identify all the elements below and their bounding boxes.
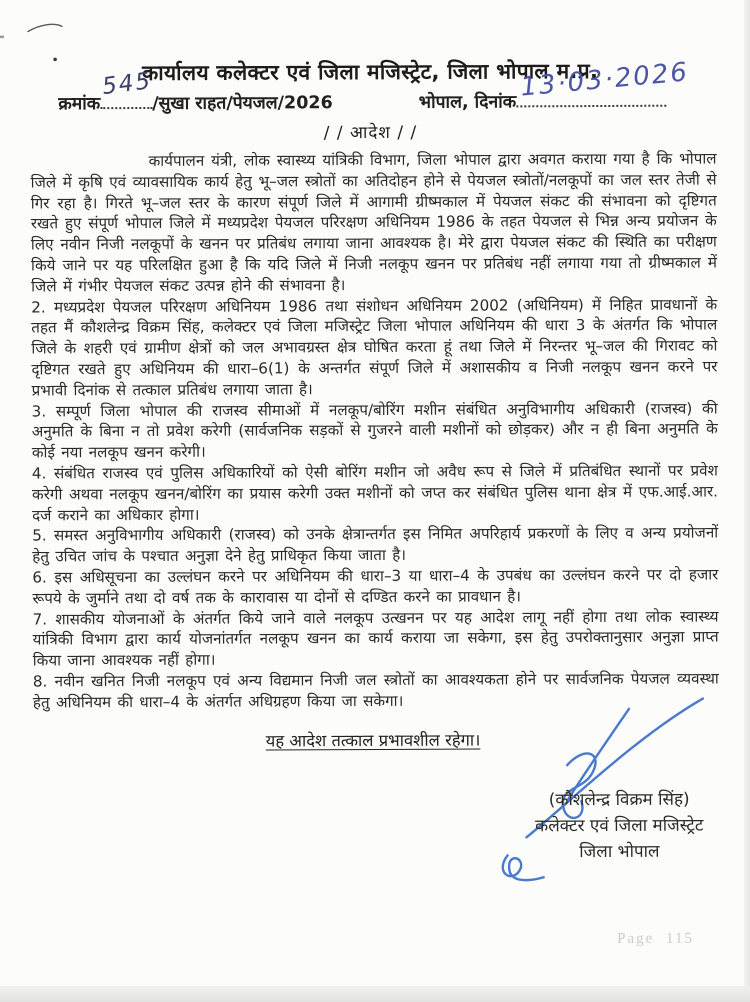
effective-immediately-line: यह आदेश तत्काल प्रभावशील रहेगा। [265,730,481,750]
pen-stroke-mark [0,1,118,82]
order-paragraph-7: 7. शासकीय योजनाओं के अंतर्गत किये जाने वाले नलकूप उत्खनन पर यह आदेश लागू नहीं होगा तथा लोक स्वास्थ्य यांत्रिकी विभाग द्वारा कार्य योजनांतर्गत नलकूप खनन का कार्य कराया जा सकेगा, इस हेतु उपरोक्तानुसार अनुज्ञा प्राप्त किया जाना आवश्यक नहीं होगा। [32,607,719,670]
scan-right-edge [744,0,750,1002]
edge-dash-mark [0,36,4,39]
signature-block [535,787,704,866]
signatory-name: (कौशलेन्द्र विक्रम सिंह) [548,789,690,811]
ref-suffix: /सुखा राहत/पेयजल/2026 [152,93,333,114]
ref-label: क्रमांक [58,94,101,115]
ink-dot-mark [53,58,57,62]
date-dotted-line [516,57,690,108]
place-date-label: भोपाल, दिनांक [418,92,517,113]
order-paragraph-3: 3. सम्पूर्ण जिला भोपाल की राजस्व सीमाओं में नलकूप/बोरिंग मशीन संबंधित अनुविभागीय अधिकारी (राजस्व) की अनुमति के बिना न तो प्रवेश करेगी (सार्वजनिक सड़कों से गुजरने वाली मशीनों को छोड़कर) और न ही बिना अनुमति के कोई नया नलकूप खनन करेगी। [31,399,718,462]
order-body [31,148,719,713]
order-paragraph-5: 5. समस्त अनुविभागीय अधिकारी (राजस्व) को उनके क्षेत्रान्तर्गत इस निमित अपरिहार्य प्रकरणों के लिए व अन्य प्रयोजनों हेतु उचित जांच के पश्चात अनुज्ञा देने हेतु प्राधिकृत किया जाता है। [32,523,719,566]
order-paragraph-8: 8. नवीन खनित निजी नलकूप एवं अन्य विद्यमान निजी जल स्त्रोतों का आवश्यकता होने पर सार्वजनिक पेयजल व्यवस्था हेतु अधिनियम की धारा–4 के अंतर्गत अधिग्रहण किया जा सकेगा। [32,669,719,712]
scan-bottom-band [0,986,750,1002]
order-paragraph-4: 4. संबंधित राजस्व एवं पुलिस अधिकारियों को ऐसी बोरिंग मशीन जो अवैध रूप से जिले में प्रतिबंधित स्थानों पर प्रवेश करेगी अथवा नलकूप खनन/बोरिंग का प्रयास करेगी उक्त मशीनों को जप्त कर संबंधित पुलिस थाना क्षेत्र में एफ.आई.आर. दर्ज कराने का अधिकार होगा। [31,461,719,525]
order-paragraph-6: 6. इस अधिसूचना का उल्लंघन करने पर अधिनियम की धारा–3 या धारा–4 के उपबंध का उल्लंघन करने पर दो हजार रूपये के जुर्माने तथा दो वर्ष तक के कारावास या दोनों से दण्डित करने का प्रावधान है। [32,565,719,608]
handwritten-date: 13·03·2026 [519,57,690,103]
order-paragraph-2: 2. मध्यप्रदेश पेयजल परिरक्षण अधिनियम 1986 तथा संशोधन अधिनियम 2002 (अधिनियम) में निहित प्रावधानों के तहत मैं कौशलेन्द्र विक्रम सिंह, कलेक्टर एवं जिला मजिस्ट्रेट जिला भोपाल अधिनियम की धारा 3 के अंतर्गत कि भोपाल जिले के शहरी एवं ग्रामीण क्षेत्रों को जल अभावग्रस्त क्षेत्र घोषित करता हूं तथा जिले में निरन्तर भू–जल की गिरावट को दृष्टिगत रखते हुए अधिनियम की धारा–6(1) के अन्तर्गत संपूर्ण जिले में अशासकीय व निजी नलकूप खनन करने पर प्रभावी दिनांक से तत्काल प्रतिबंध लगाया जाता है। [31,295,718,400]
order-paragraph-1: कार्यपालन यंत्री, लोक स्वास्थ्य यांत्रिकी विभाग, जिला भोपाल द्वारा अवगत कराया गया है कि भोपाल जिले में कृषि एवं व्यावसायिक कार्य हेतु भू–जल स्त्रोतों का अतिदोहन होने से पेयजल स्त्रोतों/नलकूपों का जल स्तर तेजी से गिर रहा है। गिरते भू–जल स्तर के कारण संपूर्ण जिले में आगामी ग्रीष्मकाल में पेयजल संकट की संभावना को दृष्टिगत रखते हुए संपूर्ण भोपाल जिले में मध्यप्रदेश पेयजल परिरक्षण अधिनियम 1986 के तहत पेयजल से भिन्न अन्य प्रयोजन के लिए नवीन निजी नलकूपों के खनन पर प्रतिबंध लगाया जाना आवश्यक है। मेरे द्वारा पेयजल संकट की स्थिति का परीक्षण किये जाने पर यह परिलक्षित हुआ है कि यदि जिले में निजी नलकूप खनन पर प्रतिबंध नहीं लगाया गया तो ग्रीष्मकाल में जिले में गंभीर पेयजल संकट उत्पन्न होने की संभावना है। [30,149,718,296]
handwritten-ref-number: 545 [100,68,154,101]
signatory-title: कलेक्टर एवं जिला मजिस्ट्रेट [535,815,704,837]
ref-number-dotted-line [100,68,154,109]
office-title: कार्यालय कलेक्टर एवं जिला मजिस्ट्रेट, जिला भोपाल म.प्र. [142,59,599,85]
order-heading: / / आदेश / / [323,122,418,144]
page-number: Page 115 [617,930,694,947]
signatory-district: जिला भोपाल [579,841,660,863]
